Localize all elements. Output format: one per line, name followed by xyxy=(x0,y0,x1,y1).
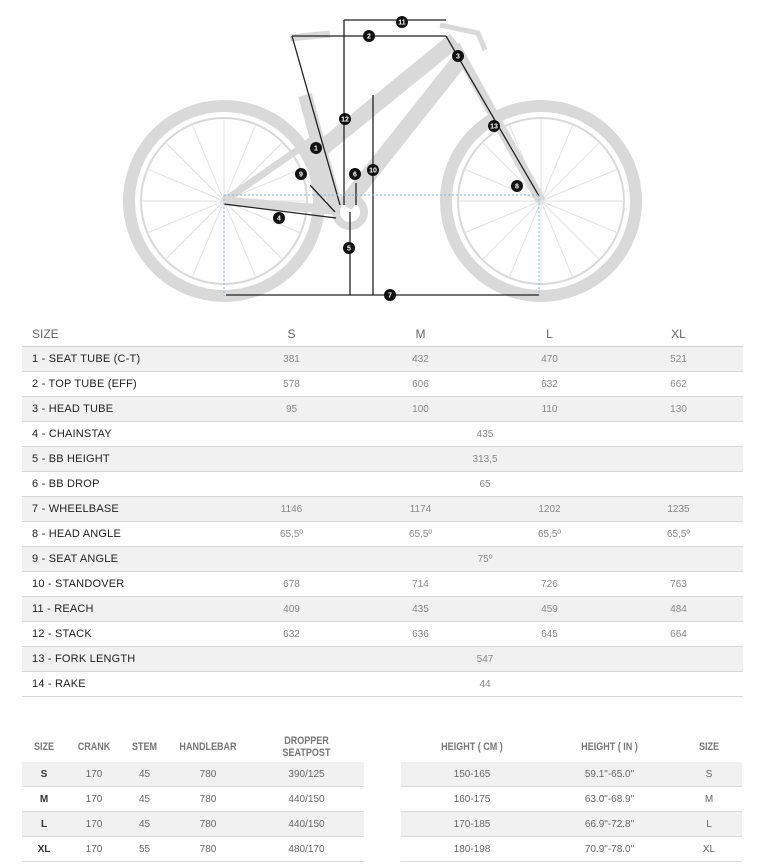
stem-cell: 45 xyxy=(122,812,167,837)
svg-text:1: 1 xyxy=(314,145,318,153)
handlebar-cell: 780 xyxy=(167,812,249,837)
header-handlebar: HANDLEBAR xyxy=(179,741,237,753)
svg-text:3: 3 xyxy=(456,53,460,61)
row-label: 13 - FORK LENGTH xyxy=(22,647,227,672)
svg-text:10: 10 xyxy=(369,167,377,175)
header-dropper-seatpost: DROPPER SEATPOST xyxy=(282,735,331,759)
cell-m: 636 xyxy=(356,622,485,647)
cell-s: 678 xyxy=(227,572,356,597)
cell-s: 632 xyxy=(227,622,356,647)
components-table xyxy=(22,732,364,862)
table-row xyxy=(22,672,743,697)
table-row xyxy=(22,812,364,837)
table-row xyxy=(22,647,743,672)
table-row xyxy=(401,787,742,812)
row-label: 6 - BB DROP xyxy=(22,472,227,497)
height-in-cell: 59.1"-65.0" xyxy=(543,762,676,787)
header-crank: CRANK xyxy=(77,741,111,753)
cell-m: 435 xyxy=(356,597,485,622)
height-cm-cell: 160-175 xyxy=(401,787,543,812)
height-in-cell: 70.9"-78.0" xyxy=(543,837,676,862)
header-size: SIZE xyxy=(22,321,227,347)
handlebar-cell: 780 xyxy=(167,787,249,812)
svg-text:13: 13 xyxy=(490,123,498,131)
table-row xyxy=(22,572,743,597)
table-row xyxy=(22,422,743,447)
svg-text:5: 5 xyxy=(347,245,351,253)
geometry-header-row xyxy=(22,321,743,347)
cell-all-sizes: 65 xyxy=(227,472,743,497)
marker-11 xyxy=(396,16,408,28)
stem-cell: 55 xyxy=(122,837,167,862)
table-row xyxy=(22,372,743,397)
marker-5 xyxy=(343,242,355,254)
cell-s: 409 xyxy=(227,597,356,622)
header-l: L xyxy=(485,321,614,347)
table-row xyxy=(22,522,743,547)
table-row xyxy=(22,497,743,522)
marker-2 xyxy=(363,30,375,42)
table-row xyxy=(22,397,743,422)
cell-l: 632 xyxy=(485,372,614,397)
table-row xyxy=(22,762,364,787)
cell-l: 65,5º xyxy=(485,522,614,547)
row-label: 5 - BB HEIGHT xyxy=(22,447,227,472)
cell-s: 95 xyxy=(227,397,356,422)
dropper-cell: 480/170 xyxy=(249,837,364,862)
crank-cell: 170 xyxy=(66,812,122,837)
size-cell: S xyxy=(676,762,742,787)
row-label: 10 - STANDOVER xyxy=(22,572,227,597)
row-label: 2 - TOP TUBE (EFF) xyxy=(22,372,227,397)
cell-m: 714 xyxy=(356,572,485,597)
crank-cell: 170 xyxy=(66,837,122,862)
cell-all-sizes: 75º xyxy=(227,547,743,572)
cell-m: 100 xyxy=(356,397,485,422)
row-label: 8 - HEAD ANGLE xyxy=(22,522,227,547)
cell-xl: 664 xyxy=(614,622,743,647)
height-in-cell: 66.9"-72.8" xyxy=(543,812,676,837)
stem-cell: 45 xyxy=(122,762,167,787)
bike-silhouette xyxy=(129,25,636,296)
size-cell: L xyxy=(22,812,66,837)
cell-m: 65,5º xyxy=(356,522,485,547)
height-cm-cell: 170-185 xyxy=(401,812,543,837)
row-label: 1 - SEAT TUBE (C-T) xyxy=(22,347,227,372)
cell-m: 606 xyxy=(356,372,485,397)
cell-s: 578 xyxy=(227,372,356,397)
table-row xyxy=(22,547,743,572)
cell-m: 432 xyxy=(356,347,485,372)
table-row xyxy=(22,787,364,812)
cell-l: 726 xyxy=(485,572,614,597)
table-row xyxy=(22,347,743,372)
svg-text:4: 4 xyxy=(277,215,281,223)
cell-l: 110 xyxy=(485,397,614,422)
header-size: SIZE xyxy=(698,741,720,753)
cell-all-sizes: 435 xyxy=(227,422,743,447)
cell-l: 645 xyxy=(485,622,614,647)
rider-height-table xyxy=(401,732,742,862)
svg-text:12: 12 xyxy=(341,116,349,124)
dropper-cell: 390/125 xyxy=(249,762,364,787)
svg-text:8: 8 xyxy=(515,183,519,191)
table-row xyxy=(401,812,742,837)
marker-7 xyxy=(384,289,396,301)
cell-xl: 521 xyxy=(614,347,743,372)
cell-l: 459 xyxy=(485,597,614,622)
marker-10 xyxy=(367,164,379,176)
svg-text:6: 6 xyxy=(353,171,357,179)
marker-1 xyxy=(310,142,322,154)
table-row xyxy=(22,447,743,472)
svg-text:7: 7 xyxy=(388,292,392,300)
size-cell: M xyxy=(22,787,66,812)
cell-all-sizes: 44 xyxy=(227,672,743,697)
bike-geometry-diagram xyxy=(0,0,758,320)
marker-4 xyxy=(273,212,285,224)
size-cell: M xyxy=(676,787,742,812)
row-label: 7 - WHEELBASE xyxy=(22,497,227,522)
table-row xyxy=(22,622,743,647)
dropper-cell: 440/150 xyxy=(249,812,364,837)
marker-8 xyxy=(511,180,523,192)
stem-cell: 45 xyxy=(122,787,167,812)
crank-cell: 170 xyxy=(66,787,122,812)
components-header-row xyxy=(22,732,364,762)
header-height-in: HEIGHT ( IN ) xyxy=(581,741,638,753)
cell-xl: 484 xyxy=(614,597,743,622)
row-label: 14 - RAKE xyxy=(22,672,227,697)
table-row xyxy=(401,837,742,862)
row-label: 12 - STACK xyxy=(22,622,227,647)
row-label: 11 - REACH xyxy=(22,597,227,622)
marker-3 xyxy=(452,50,464,62)
marker-12 xyxy=(339,113,351,125)
cell-xl: 662 xyxy=(614,372,743,397)
handlebar-cell: 780 xyxy=(167,762,249,787)
dropper-cell: 440/150 xyxy=(249,787,364,812)
cell-l: 470 xyxy=(485,347,614,372)
cell-xl: 763 xyxy=(614,572,743,597)
header-m: M xyxy=(356,321,485,347)
size-cell: L xyxy=(676,812,742,837)
cell-xl: 1235 xyxy=(614,497,743,522)
row-label: 3 - HEAD TUBE xyxy=(22,397,227,422)
cell-s: 381 xyxy=(227,347,356,372)
cell-s: 65,5º xyxy=(227,522,356,547)
cell-xl: 130 xyxy=(614,397,743,422)
table-row xyxy=(22,837,364,862)
cell-m: 1174 xyxy=(356,497,485,522)
marker-9 xyxy=(295,168,307,180)
row-label: 4 - CHAINSTAY xyxy=(22,422,227,447)
cell-xl: 65,5º xyxy=(614,522,743,547)
header-s: S xyxy=(227,321,356,347)
table-row xyxy=(22,597,743,622)
handlebar-cell: 780 xyxy=(167,837,249,862)
svg-text:9: 9 xyxy=(299,171,303,179)
cell-all-sizes: 547 xyxy=(227,647,743,672)
size-cell: XL xyxy=(22,837,66,862)
height-cm-cell: 150-165 xyxy=(401,762,543,787)
cell-s: 1146 xyxy=(227,497,356,522)
row-label: 9 - SEAT ANGLE xyxy=(22,547,227,572)
table-row xyxy=(401,762,742,787)
header-height-cm: HEIGHT ( CM ) xyxy=(441,741,503,753)
header-xl: XL xyxy=(614,321,743,347)
height-cm-cell: 180-198 xyxy=(401,837,543,862)
cell-all-sizes: 313,5 xyxy=(227,447,743,472)
table-row xyxy=(22,472,743,497)
marker-6 xyxy=(349,168,361,180)
cell-l: 1202 xyxy=(485,497,614,522)
size-cell: S xyxy=(22,762,66,787)
svg-text:2: 2 xyxy=(367,33,371,41)
svg-text:11: 11 xyxy=(398,19,406,27)
header-size: SIZE xyxy=(33,741,55,753)
height-header-row xyxy=(401,732,742,762)
geometry-table xyxy=(22,321,743,697)
crank-cell: 170 xyxy=(66,762,122,787)
size-cell: XL xyxy=(676,837,742,862)
header-stem: STEM xyxy=(131,741,158,753)
marker-13 xyxy=(488,120,500,132)
height-in-cell: 63.0"-68.9" xyxy=(543,787,676,812)
